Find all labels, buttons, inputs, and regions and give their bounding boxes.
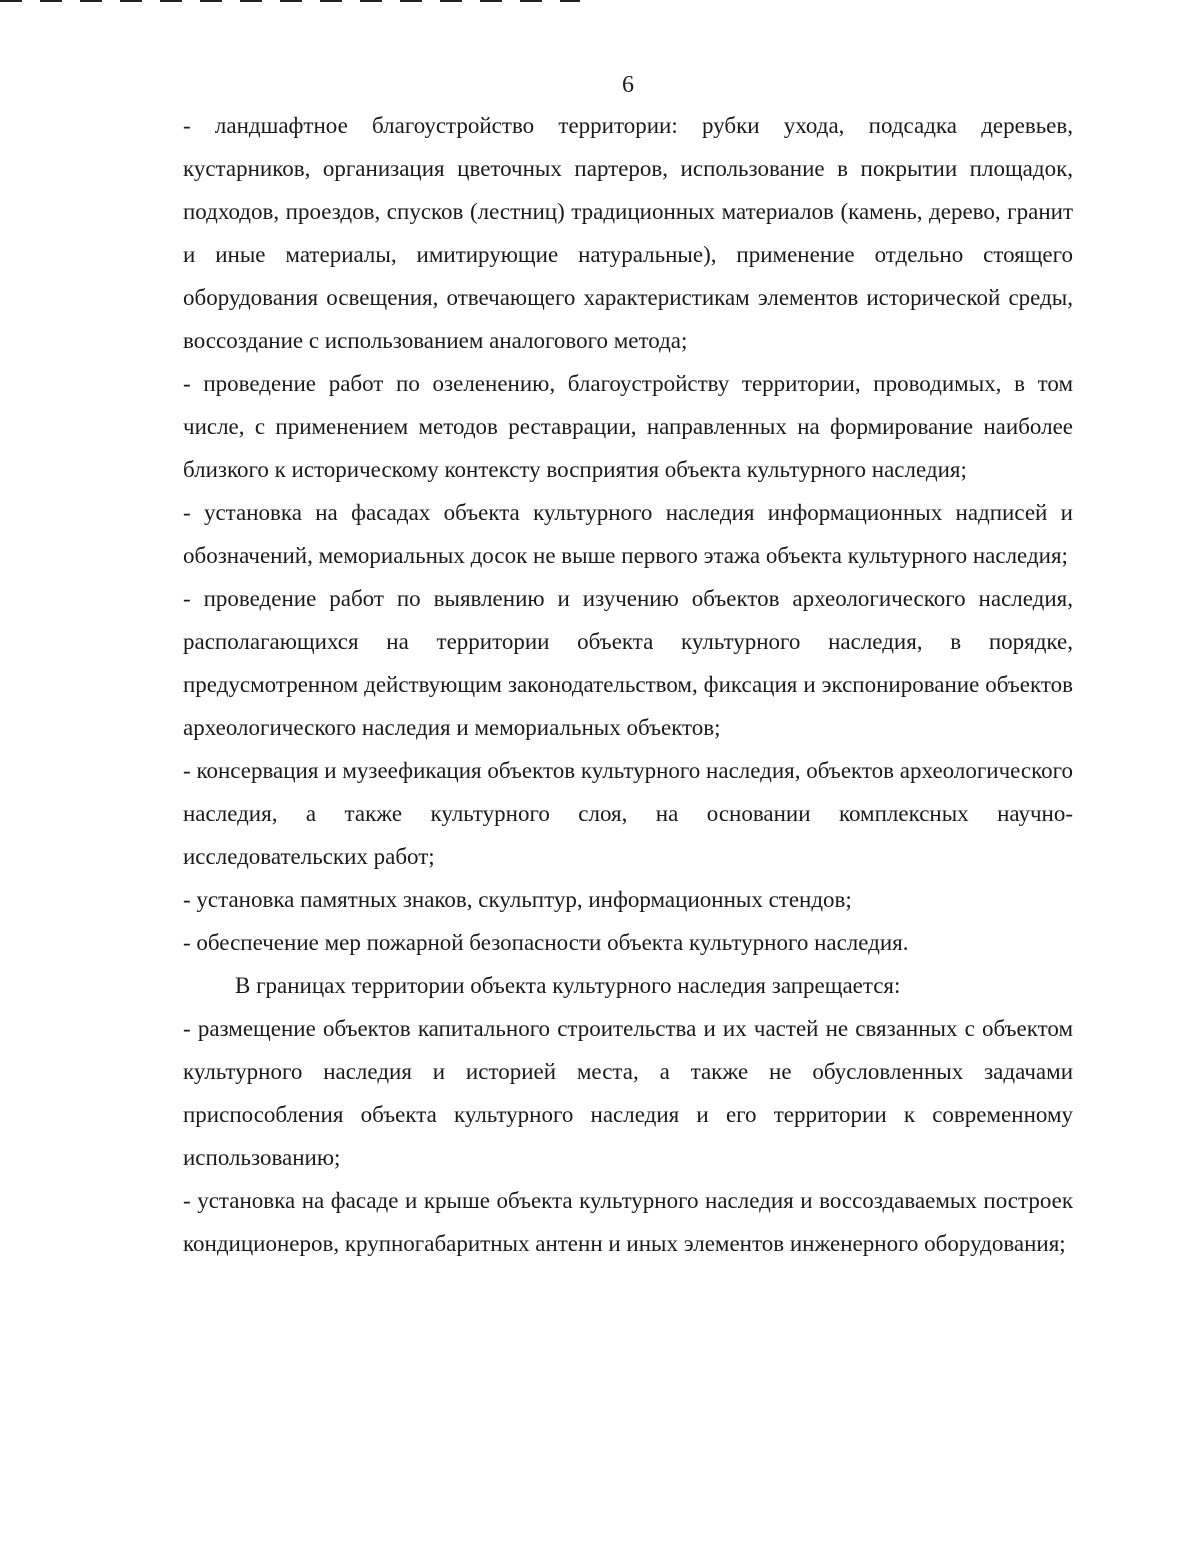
paragraph-fire-safety: - обеспечение мер пожарной безопасности объекта культурного наследия. xyxy=(183,930,909,955)
paragraph-landscaping: - ландшафтное благоустройство территории: рубки ухода, подсадка деревьев, кустарников, организация цветочных партеров, использование в покрытии площадок, подходов, проездов, спусков (лестниц) традиционных материалов (камень, дерево, гранит и иные материалы, имитирующие натуральные), применение отдельно стоящего оборудования освещения, отвечающего характеристикам элементов исторической среды, воссоздание с использованием аналогового метода; xyxy=(183,113,1073,353)
paragraph-capital-construction: - размещение объектов капитального строительства и их частей не связанных с объектом культурного наследия и историей места, а также не обусловленных задачами приспособления объекта культурного наследия и его территории к современному использованию; xyxy=(183,1016,1073,1170)
paragraph-engineering-equipment: - установка на фасаде и крыше объекта культурного наследия и воссоздаваемых построек кондиционеров, крупногабаритных антенн и иных элементов инженерного оборудования; xyxy=(183,1188,1073,1256)
paragraph-conservation: - консервация и музеефикация объектов культурного наследия, объектов археологического наследия, а также культурного слоя, на основании комплексных научно-исследовательских работ; xyxy=(183,758,1073,869)
paragraph-greening: - проведение работ по озеленению, благоустройству территории, проводимых, в том числе, с применением методов реставрации, направленных на формирование наиболее близкого к историческому контексту восприятия объекта культурного наследия; xyxy=(183,371,1073,482)
page-number: 6 xyxy=(622,72,634,98)
paragraph-facade-signs: - установка на фасадах объекта культурного наследия информационных надписей и обозначений, мемориальных досок не выше первого этажа объекта культурного наследия; xyxy=(183,500,1073,568)
document-body xyxy=(183,104,1073,1265)
scan-edge-dashes xyxy=(0,0,580,6)
paragraph-archaeology: - проведение работ по выявлению и изучению объектов археологического наследия, располагающихся на территории объекта культурного наследия, в порядке, предусмотренном действующим законодательством, фиксация и экспонирование объектов археологического наследия и мемориальных объектов; xyxy=(183,586,1073,740)
paragraph-memorial-signs: - установка памятных знаков, скульптур, информационных стендов; xyxy=(183,887,852,912)
paragraph-prohibitions-heading: В границах территории объекта культурного наследия запрещается: xyxy=(235,973,901,998)
